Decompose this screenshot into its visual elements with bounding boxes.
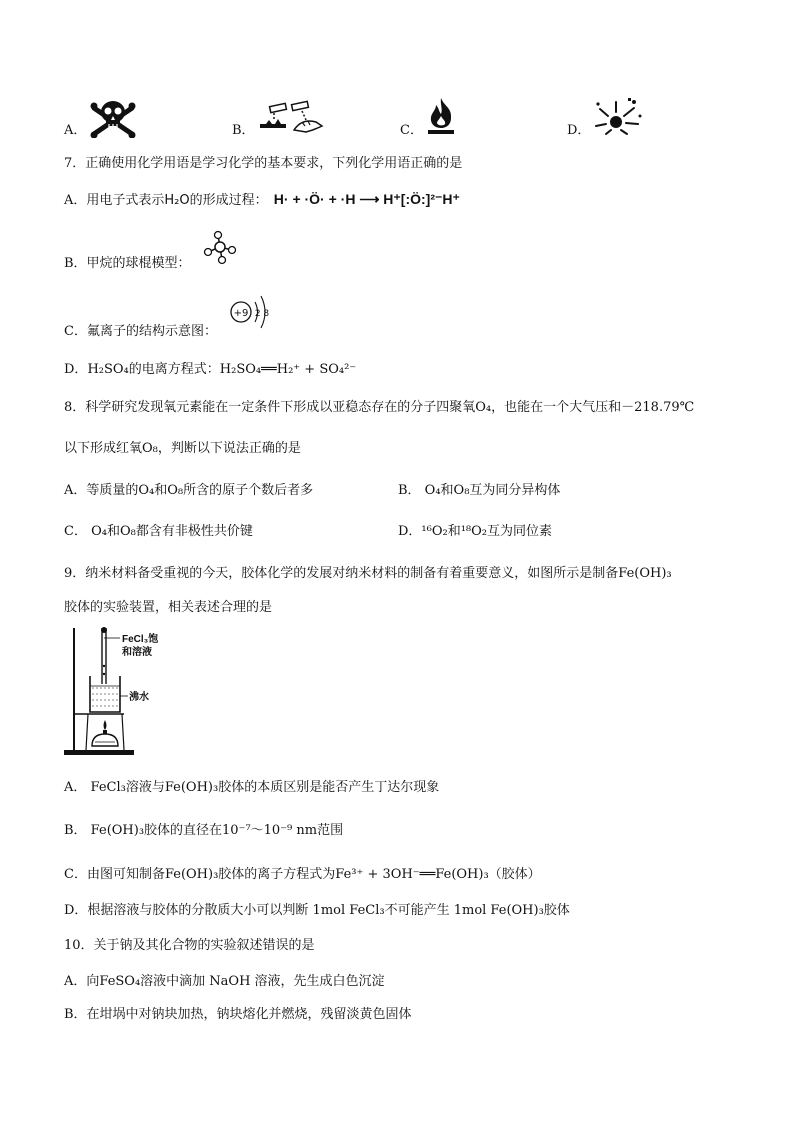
skull-crossbones-icon bbox=[88, 98, 138, 138]
q9-option-c: C．由图可知制备Fe(OH)₃胶体的离子方程式为Fe³⁺ + 3OH⁻══Fe(OH)₃（胶体） bbox=[64, 867, 541, 882]
fig-label-fecl3: FeCl₃饱 bbox=[122, 634, 159, 645]
q9-option-a: A． FeCl₃溶液与Fe(OH)₃胶体的本质区别是能否产生丁达尔现象 bbox=[64, 780, 440, 795]
q7-a-prefix: A．用电子式表示 bbox=[64, 193, 165, 208]
corrosive-icon bbox=[256, 100, 326, 136]
q7-c-nucleus: +9 bbox=[233, 308, 249, 319]
q7-option-a bbox=[64, 190, 460, 210]
methane-ball-stick-model bbox=[202, 230, 238, 266]
q7-option-b: B．甲烷的球棍模型： bbox=[64, 256, 191, 271]
fluoride-ion-structure-diagram bbox=[228, 288, 276, 336]
q10-option-b: B．在坩埚中对钠块加热，钠块熔化并燃烧，残留淡黄色固体 bbox=[64, 1007, 412, 1022]
q7-option-d bbox=[64, 361, 356, 379]
q6-option-a-label: A． bbox=[64, 123, 87, 138]
q7-a-formula: H₂O bbox=[164, 193, 190, 208]
fig-label-boiling-water: 沸水 bbox=[129, 692, 149, 703]
q7-a-suffix: 的形成过程： bbox=[189, 193, 268, 208]
fig-label-saturated: 和溶液 bbox=[122, 647, 152, 658]
q6-option-d-label: D． bbox=[567, 123, 591, 138]
q8-option-a: A．等质量的O₄和O₈所含的原子个数后者多 bbox=[64, 483, 314, 498]
q8-stem-line2: 以下形成红氧O₈，判断以下说法正确的是 bbox=[64, 441, 301, 456]
q6-option-b-label: B． bbox=[232, 123, 255, 138]
q9-option-b: B． Fe(OH)₃胶体的直径在10⁻⁷～10⁻⁹ nm范围 bbox=[64, 823, 344, 838]
explosive-icon bbox=[590, 96, 646, 136]
q9-stem-line2: 胶体的实验装置，相关表述合理的是 bbox=[64, 600, 273, 615]
q10-stem: 10．关于钠及其化合物的实验叙述错误的是 bbox=[64, 938, 315, 953]
q8-option-c: C． O₄和O₈都含有非极性共价键 bbox=[64, 524, 253, 539]
q7-d-mid: 的电离方程式： bbox=[128, 362, 220, 377]
q8-option-b: B． O₄和O₈互为同分异构体 bbox=[398, 483, 561, 498]
q10-option-a: A．向FeSO₄溶液中滴加 NaOH 溶液，先生成白色沉淀 bbox=[64, 974, 385, 989]
flammable-icon bbox=[424, 96, 458, 136]
q8-option-d: D．¹⁶O₂和¹⁸O₂互为同位素 bbox=[398, 524, 553, 539]
q8-stem-line1: 8．科学研究发现氧元素能在一定条件下形成以亚稳态存在的分子四聚氧O₄，也能在一个大气压和－218.79℃ bbox=[64, 400, 695, 415]
q6-option-c-label: C． bbox=[400, 123, 423, 138]
q7-d-formula: H₂SO₄ bbox=[87, 362, 129, 377]
q7-d-equation: H₂SO₄══H₂⁺ + SO₄²⁻ bbox=[219, 362, 357, 377]
q7-stem: 7．正确使用化学用语是学习化学的基本要求，下列化学用语正确的是 bbox=[64, 156, 463, 171]
q7-option-c: C．氟离子的结构示意图： bbox=[64, 324, 217, 339]
q9-option-d: D．根据溶液与胶体的分散质大小可以判断 1mol FeCl₃不可能产生 1mol Fe(OH)₃胶体 bbox=[64, 903, 570, 918]
q7-a-scheme: H· + ·Ö· + ·H ⟶ H⁺[:Ö:]²⁻H⁺ bbox=[273, 191, 460, 207]
q9-stem-line1: 9．纳米材料备受重视的今天，胶体化学的发展对纳米材料的制备有着重要意义，如图所示是制备Fe(OH)₃ bbox=[64, 566, 672, 581]
colloid-apparatus-diagram bbox=[62, 626, 172, 758]
q7-d-prefix: D． bbox=[64, 362, 88, 377]
q7-c-shells: 2 8 bbox=[254, 309, 270, 319]
